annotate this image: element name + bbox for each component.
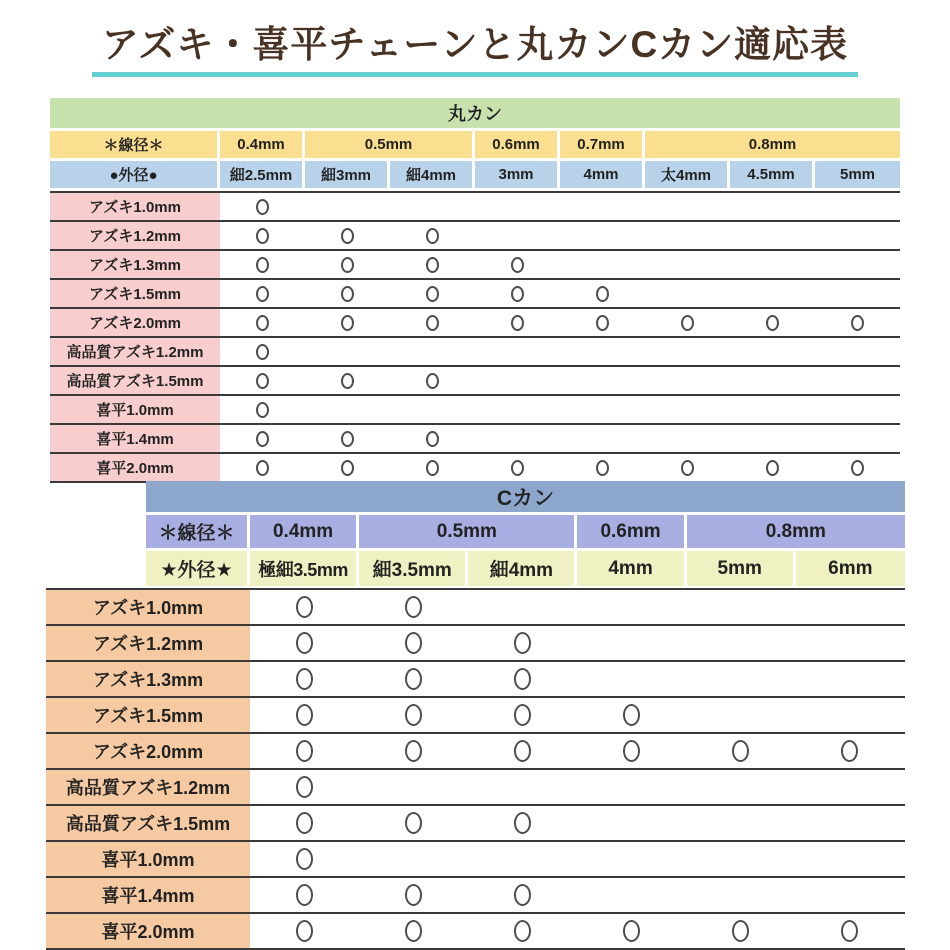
- ckan-compatibility-cell: [468, 842, 577, 876]
- ckan-compatibility-cell: [577, 842, 686, 876]
- marukan-wire-cell: 0.5mm: [305, 131, 475, 158]
- ckan-outer-cell: 細4mm: [468, 551, 577, 586]
- marukan-compatibility-cell: [815, 425, 900, 452]
- ckan-compatibility-cell: [359, 590, 468, 624]
- compatible-circle-mark: [405, 812, 422, 834]
- marukan-compatibility-cell: [220, 309, 305, 336]
- ckan-row: [46, 698, 905, 734]
- compatible-circle-mark: [256, 402, 269, 418]
- marukan-row-label: 喜平1.0mm: [50, 396, 220, 423]
- marukan-compatibility-cell: [390, 251, 475, 278]
- ckan-compatibility-cell: [686, 806, 795, 840]
- marukan-compatibility-cell: [390, 454, 475, 481]
- ckan-row: [46, 878, 905, 914]
- marukan-compatibility-cell: [815, 251, 900, 278]
- marukan-row-label: 喜平2.0mm: [50, 454, 220, 481]
- compatible-circle-mark: [766, 315, 779, 331]
- ckan-wire-diameter-row: [146, 515, 905, 548]
- marukan-outer-cell: 太4mm: [645, 161, 730, 188]
- marukan-compatibility-cell: [220, 193, 305, 220]
- marukan-compatibility-cell: [815, 280, 900, 307]
- compatible-circle-mark: [426, 315, 439, 331]
- marukan-outer-cell: 3mm: [475, 161, 560, 188]
- ckan-compatibility-cell: [795, 770, 904, 804]
- compatible-circle-mark: [426, 373, 439, 389]
- ckan-wire-cell: 0.6mm: [577, 515, 686, 548]
- compatible-circle-mark: [296, 740, 313, 762]
- ckan-outer-cell: 細3.5mm: [359, 551, 468, 586]
- compatible-circle-mark: [296, 812, 313, 834]
- ckan-compatibility-cell: [686, 662, 795, 696]
- marukan-compatibility-cell: [645, 280, 730, 307]
- marukan-compatibility-cell: [560, 251, 645, 278]
- compatible-circle-mark: [256, 344, 269, 360]
- ckan-compatibility-cell: [359, 842, 468, 876]
- compatible-circle-mark: [405, 740, 422, 762]
- marukan-compatibility-cell: [645, 309, 730, 336]
- compatible-circle-mark: [405, 884, 422, 906]
- marukan-compatibility-cell: [815, 309, 900, 336]
- compatible-circle-mark: [341, 257, 354, 273]
- ckan-compatibility-cell: [250, 734, 359, 768]
- marukan-compatibility-cell: [645, 367, 730, 394]
- marukan-row: [50, 396, 900, 425]
- ckan-compatibility-cell: [795, 914, 904, 948]
- marukan-compatibility-cell: [305, 454, 390, 481]
- marukan-row: [50, 193, 900, 222]
- compatible-circle-mark: [426, 460, 439, 476]
- ckan-row-label: アズキ2.0mm: [46, 734, 250, 768]
- marukan-compatibility-cell: [305, 425, 390, 452]
- compatible-circle-mark: [256, 431, 269, 447]
- marukan-outer-cell: 細3mm: [305, 161, 390, 188]
- marukan-compatibility-cell: [305, 367, 390, 394]
- marukan-row-label: アズキ1.0mm: [50, 193, 220, 220]
- marukan-row: [50, 309, 900, 338]
- ckan-compatibility-cell: [686, 626, 795, 660]
- marukan-compatibility-cell: [645, 396, 730, 423]
- compatible-circle-mark: [851, 460, 864, 476]
- ckan-compatibility-cell: [468, 662, 577, 696]
- marukan-compatibility-cell: [560, 367, 645, 394]
- marukan-compatibility-cell: [390, 396, 475, 423]
- ckan-compatibility-cell: [359, 770, 468, 804]
- marukan-row-label: アズキ1.5mm: [50, 280, 220, 307]
- compatible-circle-mark: [341, 431, 354, 447]
- ckan-compatibility-cell: [468, 698, 577, 732]
- ckan-outer-diameter-label: ★外径★: [146, 551, 250, 586]
- compatible-circle-mark: [341, 460, 354, 476]
- ckan-compatibility-cell: [250, 662, 359, 696]
- ckan-outer-cell: 5mm: [687, 551, 796, 586]
- marukan-wire-cell: 0.7mm: [560, 131, 645, 158]
- marukan-compatibility-cell: [475, 367, 560, 394]
- ckan-compatibility-cell: [359, 662, 468, 696]
- ckan-compatibility-cell: [686, 734, 795, 768]
- ckan-compatibility-cell: [577, 590, 686, 624]
- ckan-row-label: 喜平1.4mm: [46, 878, 250, 912]
- ckan-compatibility-cell: [359, 878, 468, 912]
- compatible-circle-mark: [596, 286, 609, 302]
- marukan-compatibility-cell: [475, 396, 560, 423]
- marukan-compatibility-cell: [220, 454, 305, 481]
- marukan-compatibility-cell: [475, 193, 560, 220]
- compatible-circle-mark: [256, 199, 269, 215]
- ckan-compatibility-cell: [359, 806, 468, 840]
- ckan-compatibility-cell: [577, 770, 686, 804]
- compatible-circle-mark: [514, 812, 531, 834]
- ckan-compatibility-cell: [359, 734, 468, 768]
- compatible-circle-mark: [841, 920, 858, 942]
- marukan-outer-cell: 5mm: [815, 161, 900, 188]
- ckan-row-label: アズキ1.0mm: [46, 590, 250, 624]
- marukan-compatibility-cell: [730, 338, 815, 365]
- compatible-circle-mark: [256, 373, 269, 389]
- compatible-circle-mark: [405, 668, 422, 690]
- ckan-row-label: 高品質アズキ1.2mm: [46, 770, 250, 804]
- compatible-circle-mark: [405, 596, 422, 618]
- compatible-circle-mark: [681, 315, 694, 331]
- ckan-compatibility-cell: [577, 734, 686, 768]
- ckan-table-header-block: [146, 481, 905, 589]
- compatible-circle-mark: [405, 920, 422, 942]
- ckan-row: [46, 626, 905, 662]
- marukan-compatibility-cell: [390, 309, 475, 336]
- compatible-circle-mark: [256, 315, 269, 331]
- compatible-circle-mark: [851, 315, 864, 331]
- title-block: [0, 14, 950, 77]
- compatible-circle-mark: [296, 776, 313, 798]
- ckan-compatibility-cell: [686, 770, 795, 804]
- ckan-row: [46, 842, 905, 878]
- marukan-compatibility-cell: [475, 309, 560, 336]
- ckan-compatibility-cell: [250, 626, 359, 660]
- marukan-compatibility-cell: [475, 222, 560, 249]
- ckan-compatibility-cell: [468, 914, 577, 948]
- marukan-row: [50, 338, 900, 367]
- marukan-table-header: 丸カン: [50, 98, 900, 128]
- ckan-outer-cell: 4mm: [577, 551, 686, 586]
- ckan-compatibility-cell: [250, 770, 359, 804]
- marukan-compatibility-cell: [815, 338, 900, 365]
- marukan-wire-cell: 0.6mm: [475, 131, 560, 158]
- ckan-row: [46, 770, 905, 806]
- marukan-compatibility-cell: [475, 338, 560, 365]
- marukan-row-label: 喜平1.4mm: [50, 425, 220, 452]
- marukan-wire-diameter-row: [50, 131, 900, 158]
- marukan-compatibility-cell: [390, 193, 475, 220]
- marukan-compatibility-cell: [730, 396, 815, 423]
- compatible-circle-mark: [256, 460, 269, 476]
- ckan-compatibility-cell: [250, 590, 359, 624]
- ckan-outer-cell: 極細3.5mm: [250, 551, 359, 586]
- marukan-row-label: アズキ1.3mm: [50, 251, 220, 278]
- compatible-circle-mark: [514, 920, 531, 942]
- marukan-compatibility-cell: [730, 193, 815, 220]
- marukan-row-label: アズキ1.2mm: [50, 222, 220, 249]
- marukan-compatibility-cell: [645, 454, 730, 481]
- ckan-compatibility-cell: [359, 698, 468, 732]
- ckan-compatibility-cell: [250, 914, 359, 948]
- ckan-compatibility-cell: [795, 842, 904, 876]
- marukan-wire-diameter-label: ＊線径＊: [50, 131, 220, 158]
- ckan-compatibility-cell: [468, 806, 577, 840]
- marukan-row-label: 高品質アズキ1.5mm: [50, 367, 220, 394]
- marukan-compatibility-cell: [730, 454, 815, 481]
- ckan-compatibility-cell: [359, 914, 468, 948]
- compatible-circle-mark: [296, 920, 313, 942]
- compatible-circle-mark: [511, 286, 524, 302]
- compatible-circle-mark: [514, 884, 531, 906]
- marukan-row-label: アズキ2.0mm: [50, 309, 220, 336]
- marukan-compatibility-cell: [305, 193, 390, 220]
- ckan-compatibility-cell: [577, 626, 686, 660]
- ckan-wire-cell: 0.5mm: [359, 515, 577, 548]
- ckan-row: [46, 734, 905, 770]
- ckan-compatibility-cell: [468, 626, 577, 660]
- compatible-circle-mark: [426, 257, 439, 273]
- ckan-compatibility-cell: [577, 878, 686, 912]
- marukan-compatibility-cell: [730, 280, 815, 307]
- marukan-compatibility-cell: [305, 309, 390, 336]
- marukan-compatibility-cell: [560, 396, 645, 423]
- marukan-compatibility-cell: [305, 280, 390, 307]
- marukan-table: [50, 98, 900, 483]
- marukan-compatibility-cell: [560, 280, 645, 307]
- ckan-compatibility-cell: [795, 734, 904, 768]
- marukan-compatibility-cell: [730, 309, 815, 336]
- compatible-circle-mark: [256, 228, 269, 244]
- ckan-compatibility-cell: [468, 734, 577, 768]
- ckan-row-label: 喜平2.0mm: [46, 914, 250, 948]
- compatible-circle-mark: [256, 286, 269, 302]
- ckan-compatibility-cell: [468, 590, 577, 624]
- marukan-row: [50, 367, 900, 396]
- ckan-compatibility-cell: [686, 878, 795, 912]
- marukan-compatibility-cell: [220, 280, 305, 307]
- page-title: アズキ・喜平チェーンと丸カンCカン適応表: [92, 14, 858, 77]
- ckan-outer-diameter-row: [146, 551, 905, 586]
- ckan-table-header: Cカン: [146, 481, 905, 512]
- ckan-row-label: アズキ1.5mm: [46, 698, 250, 732]
- marukan-row: [50, 222, 900, 251]
- compatible-circle-mark: [514, 740, 531, 762]
- compatible-circle-mark: [596, 315, 609, 331]
- ckan-compatibility-cell: [577, 806, 686, 840]
- ckan-compatibility-cell: [250, 878, 359, 912]
- marukan-compatibility-cell: [730, 251, 815, 278]
- compatible-circle-mark: [623, 740, 640, 762]
- compatible-circle-mark: [341, 373, 354, 389]
- marukan-compatibility-cell: [390, 425, 475, 452]
- compatible-circle-mark: [514, 704, 531, 726]
- marukan-row: [50, 454, 900, 483]
- ckan-compatibility-cell: [795, 626, 904, 660]
- compatible-circle-mark: [296, 632, 313, 654]
- compatible-circle-mark: [426, 431, 439, 447]
- marukan-compatibility-cell: [475, 251, 560, 278]
- marukan-outer-diameter-row: [50, 161, 900, 188]
- marukan-outer-cell: 細2.5mm: [220, 161, 305, 188]
- marukan-compatibility-cell: [645, 251, 730, 278]
- ckan-compatibility-cell: [250, 842, 359, 876]
- marukan-compatibility-cell: [390, 280, 475, 307]
- ckan-row-label: 高品質アズキ1.5mm: [46, 806, 250, 840]
- compatible-circle-mark: [596, 460, 609, 476]
- ckan-row: [46, 806, 905, 842]
- marukan-compatibility-cell: [220, 396, 305, 423]
- marukan-compatibility-cell: [220, 222, 305, 249]
- marukan-compatibility-cell: [220, 251, 305, 278]
- ckan-row-label: アズキ1.3mm: [46, 662, 250, 696]
- marukan-compatibility-cell: [220, 338, 305, 365]
- compatible-circle-mark: [341, 315, 354, 331]
- compatible-circle-mark: [766, 460, 779, 476]
- marukan-compatibility-cell: [560, 309, 645, 336]
- ckan-row-label: 喜平1.0mm: [46, 842, 250, 876]
- ckan-data-rows: [46, 588, 905, 950]
- ckan-compatibility-cell: [577, 662, 686, 696]
- marukan-compatibility-cell: [390, 338, 475, 365]
- compatible-circle-mark: [296, 848, 313, 870]
- ckan-row: [46, 914, 905, 950]
- compatible-circle-mark: [623, 704, 640, 726]
- marukan-compatibility-cell: [220, 367, 305, 394]
- ckan-compatibility-cell: [795, 806, 904, 840]
- ckan-compatibility-cell: [686, 842, 795, 876]
- ckan-compatibility-cell: [686, 698, 795, 732]
- ckan-compatibility-cell: [795, 590, 904, 624]
- ckan-compatibility-cell: [359, 626, 468, 660]
- compatible-circle-mark: [732, 740, 749, 762]
- compatible-circle-mark: [256, 257, 269, 273]
- marukan-compatibility-cell: [475, 280, 560, 307]
- marukan-compatibility-cell: [730, 367, 815, 394]
- ckan-compatibility-cell: [577, 914, 686, 948]
- marukan-compatibility-cell: [390, 222, 475, 249]
- compatible-circle-mark: [341, 286, 354, 302]
- marukan-compatibility-cell: [475, 425, 560, 452]
- marukan-compatibility-cell: [815, 222, 900, 249]
- marukan-outer-cell: 4.5mm: [730, 161, 815, 188]
- marukan-compatibility-cell: [560, 454, 645, 481]
- marukan-compatibility-cell: [815, 396, 900, 423]
- marukan-outer-diameter-label: ●外径●: [50, 161, 220, 188]
- compatible-circle-mark: [296, 704, 313, 726]
- compatible-circle-mark: [296, 884, 313, 906]
- marukan-compatibility-cell: [390, 367, 475, 394]
- ckan-compatibility-cell: [686, 914, 795, 948]
- ckan-wire-cell: 0.8mm: [687, 515, 905, 548]
- marukan-row-label: 高品質アズキ1.2mm: [50, 338, 220, 365]
- marukan-data-rows: [50, 191, 900, 483]
- marukan-compatibility-cell: [815, 454, 900, 481]
- compatible-circle-mark: [681, 460, 694, 476]
- ckan-compatibility-cell: [468, 770, 577, 804]
- compatible-circle-mark: [426, 228, 439, 244]
- ckan-wire-diameter-label: ＊線径＊: [146, 515, 250, 548]
- marukan-compatibility-cell: [815, 367, 900, 394]
- ckan-row: [46, 590, 905, 626]
- marukan-compatibility-cell: [305, 338, 390, 365]
- marukan-compatibility-cell: [305, 251, 390, 278]
- compatible-circle-mark: [623, 920, 640, 942]
- ckan-compatibility-cell: [250, 698, 359, 732]
- compatible-circle-mark: [341, 228, 354, 244]
- marukan-compatibility-cell: [645, 193, 730, 220]
- ckan-compatibility-cell: [250, 806, 359, 840]
- marukan-wire-cell: 0.8mm: [645, 131, 900, 158]
- marukan-compatibility-cell: [560, 425, 645, 452]
- compatible-circle-mark: [514, 668, 531, 690]
- marukan-compatibility-cell: [475, 454, 560, 481]
- compatible-circle-mark: [841, 740, 858, 762]
- marukan-row: [50, 425, 900, 454]
- compatible-circle-mark: [296, 596, 313, 618]
- marukan-outer-cell: 4mm: [560, 161, 645, 188]
- ckan-compatibility-cell: [795, 878, 904, 912]
- compatible-circle-mark: [732, 920, 749, 942]
- marukan-row: [50, 251, 900, 280]
- compatible-circle-mark: [511, 315, 524, 331]
- marukan-compatibility-cell: [645, 338, 730, 365]
- ckan-outer-cell: 6mm: [796, 551, 905, 586]
- compatible-circle-mark: [405, 704, 422, 726]
- ckan-compatibility-cell: [686, 590, 795, 624]
- marukan-compatibility-cell: [305, 222, 390, 249]
- marukan-compatibility-cell: [645, 425, 730, 452]
- marukan-compatibility-cell: [560, 193, 645, 220]
- compatible-circle-mark: [514, 632, 531, 654]
- marukan-compatibility-cell: [305, 396, 390, 423]
- ckan-wire-cell: 0.4mm: [250, 515, 359, 548]
- marukan-compatibility-cell: [220, 425, 305, 452]
- ckan-compatibility-cell: [577, 698, 686, 732]
- ckan-compatibility-cell: [795, 698, 904, 732]
- marukan-compatibility-cell: [645, 222, 730, 249]
- marukan-compatibility-cell: [560, 222, 645, 249]
- ckan-compatibility-cell: [468, 878, 577, 912]
- ckan-row: [46, 662, 905, 698]
- compatible-circle-mark: [296, 668, 313, 690]
- marukan-compatibility-cell: [560, 338, 645, 365]
- ckan-row-label: アズキ1.2mm: [46, 626, 250, 660]
- marukan-wire-cell: 0.4mm: [220, 131, 305, 158]
- ckan-compatibility-cell: [795, 662, 904, 696]
- compatible-circle-mark: [426, 286, 439, 302]
- marukan-row: [50, 280, 900, 309]
- marukan-outer-cell: 細4mm: [390, 161, 475, 188]
- compatible-circle-mark: [405, 632, 422, 654]
- marukan-compatibility-cell: [730, 425, 815, 452]
- compatible-circle-mark: [511, 257, 524, 273]
- compatible-circle-mark: [511, 460, 524, 476]
- marukan-compatibility-cell: [815, 193, 900, 220]
- marukan-compatibility-cell: [730, 222, 815, 249]
